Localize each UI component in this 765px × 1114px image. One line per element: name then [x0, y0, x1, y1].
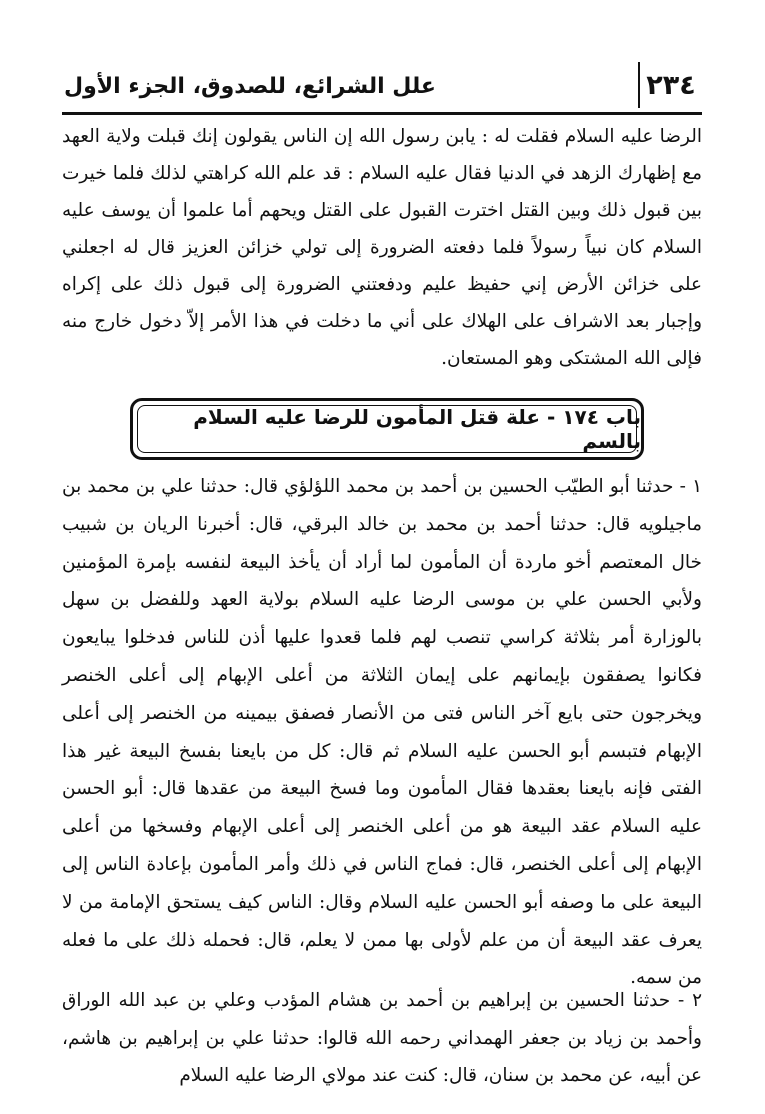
- book-title: علل الشرائع، للصدوق، الجزء الأول: [64, 73, 436, 99]
- hadith-1: [62, 468, 702, 997]
- intro-paragraph: [62, 118, 702, 377]
- hadith-2: [62, 982, 702, 1095]
- hadith-1-text: ١ - حدثنا أبو الطيّب الحسين بن أحمد بن محمد اللؤلؤي قال: حدثنا علي بن محمد بن ماجيلويه قال: حدثنا أحمد بن محمد بن خالد البرقي، قال: أخبرنا الريان بن شبيب خال المعتصم أخو ماردة أن المأمون لما أراد أن يأخذ البيعة لنفسه بإمرة المؤمنين ولأبي الحسن علي بن موسى الرضا عليه السلام بولاية العهد وللفضل بن سهل بالوزارة أمر بثلاثة كراسي تنصب لهم فلما قعدوا عليها أذن للناس فدخلوا يبايعون فكانوا يصفقون بإيمانهم على إيمان الثلاثة من أعلى الإبهام إلى أعلى الخنصر ويخرجون حتى بايع آخر الناس فتى من الأنصار فصفق بيمينه من الخنصر إلى أعلى الإبهام فتبسم أبو الحسن عليه السلام ثم قال: كل من بايعنا بفسخ البيعة غير هذا الفتى فإنه بايعنا بعقدها فقال المأمون وما فسخ البيعة من عقدها قال: أبو الحسن عليه السلام عقد البيعة هو من أعلى الخنصر إلى أعلى الإبهام وفسخها من أعلى الإبهام إلى أعلى الخنصر، قال: فماج الناس في ذلك وأمر المأمون بإعادة الناس إلى البيعة على ما وصفه أبو الحسن عليه السلام وقال: الناس كيف يستحق الإمامة من لا يعرف عقد البيعة أن من علم لأولى بها ممن لا يعلم، قال: فحمله ذلك على ما فعله من سمه.: [62, 476, 702, 989]
- chapter-heading-box: [130, 398, 644, 460]
- intro-text: الرضا عليه السلام فقلت له : يابن رسول الله إن الناس يقولون إنك قبلت ولاية العهد مع إظهارك الزهد في الدنيا فقال عليه السلام : قد علم الله كراهتي لذلك فلما خيرت بين قبول ذلك وبين القتل اخترت القبول على القتل ويحهم أما علموا أن يوسف عليه السلام كان نبياً رسولاً فلما دفعته الضرورة إلى تولي خزائن العزيز قال له اجعلني على خزائن الأرض إني حفيظ عليم ودفعتني الضرورة إلى قبول ذلك على إكراه وإجبار بعد الاشراف على الهلاك على أني ما دخلت في هذا الأمر إلاّ دخول خارج منه فإلى الله المشتكى وهو المستعان.: [62, 126, 702, 369]
- hadith-2-text: ٢ - حدثنا الحسين بن إبراهيم بن أحمد بن هشام المؤدب وعلي بن عبد الله الوراق وأحمد بن زياد بن جعفر الهمداني رحمه الله قالوا: حدثنا علي بن إبراهيم بن هاشم، عن أبيه، عن محمد بن سنان، قال: كنت عند مولاي الرضا عليه السلام: [62, 990, 702, 1086]
- chapter-title: باب ١٧٤ - علة قتل المأمون للرضا عليه السلام بالسم: [193, 405, 641, 453]
- running-header: [62, 62, 702, 115]
- page-number: ٢٣٤: [638, 62, 702, 108]
